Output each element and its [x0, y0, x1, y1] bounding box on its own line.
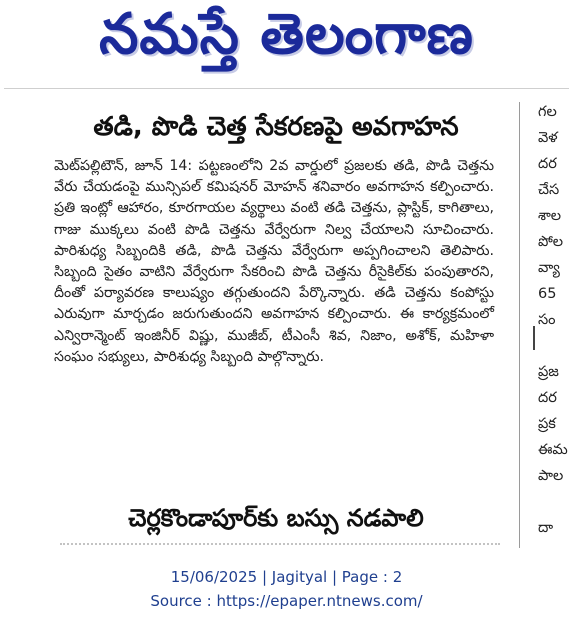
newspaper-masthead [0, 0, 573, 86]
side-column-line: పాల [538, 468, 564, 484]
side-column-line: ప్రజ [538, 364, 559, 380]
footer-source: Source : https://epaper.ntnews.com/ [150, 592, 423, 610]
side-column-line: చేస [538, 182, 560, 198]
side-column-line: దర [538, 390, 557, 406]
side-column-line: సం [538, 312, 556, 328]
article-body [54, 156, 494, 368]
side-column-line: దా [538, 520, 554, 536]
side-column-line: వ్యా [538, 260, 560, 276]
column-divider [519, 102, 520, 548]
side-column-line: 65 [538, 286, 557, 302]
masthead-divider [4, 88, 569, 89]
side-column-line: గల [538, 104, 557, 120]
article-headline: తడి, పొడి చెత్త సేకరణపై అవగాహన [93, 112, 459, 142]
side-column-line: శాల [538, 208, 562, 224]
article-body-paragraph: మెట్‌పల్లిటౌన్, జూన్ 14: పట్టణంలోని 2వ వార్డులో ప్రజలకు తడి, పొడి చెత్తను వేరు చేయడంపై మున్సిపల్ కమిషనర్ మోహన్ శనివారం అవగాహన కల్పించారు. ప్రతి ఇంట్లో ఆహారం, కూరగాయల వ్యర్థాలు వంటి తడి చెత్తను, ప్లాస్టిక్, కాగితాలు, గాజు ముక్కలు వంటి పొడి చెత్తను వేర్వేరుగా నిల్వ చేయాలని సూచించారు. పారిశుధ్య సిబ్బందికి తడి, పొడి చెత్తను వేర్వేరుగా అప్పగించాలని తెలిపారు. సిబ్బంది సైతం వాటిని వేర్వేరుగా సేకరించి పొడి చెత్తను రీసైకిల్‌కు పంపుతారని, దీంతో పర్యావరణ కాలుష్యం తగ్గుతుందని పేర్కొన్నారు. తడి చెత్తను కంపోస్టు ఎరువుగా మార్చడం జరుగుతుందని అవగాహన కల్పించారు. ఈ కార్యక్రమంలో ఎన్విరాన్మెంట్ ఇంజినీర్ విష్ణు, ముజీబ్, టీఎంసీ శివ, నిజాం, అశోక్, మహిళా సంఘం సభ్యులు, పారిశుధ్య సిబ్బంది పాల్గొన్నారు. [54, 158, 494, 365]
side-column-line: వెళ [538, 130, 558, 146]
side-column-line: ఈమ [538, 442, 568, 458]
side-column-cropped [528, 104, 573, 552]
side-column-line: పోల [538, 234, 564, 250]
side-column-marker [530, 326, 538, 350]
side-column-line: ప్రక [538, 416, 556, 432]
next-article-headline: చెర్లకొండాపూర్‌కు బస్సు నడపాలి [128, 504, 424, 532]
footer-date-edition: 15/06/2025 | Jagityal | Page : 2 [170, 568, 403, 586]
cropped-text-edge [60, 543, 500, 551]
masthead-title: నమస్తే తెలంగాణ [99, 2, 474, 67]
side-column-line: దర [538, 156, 557, 172]
